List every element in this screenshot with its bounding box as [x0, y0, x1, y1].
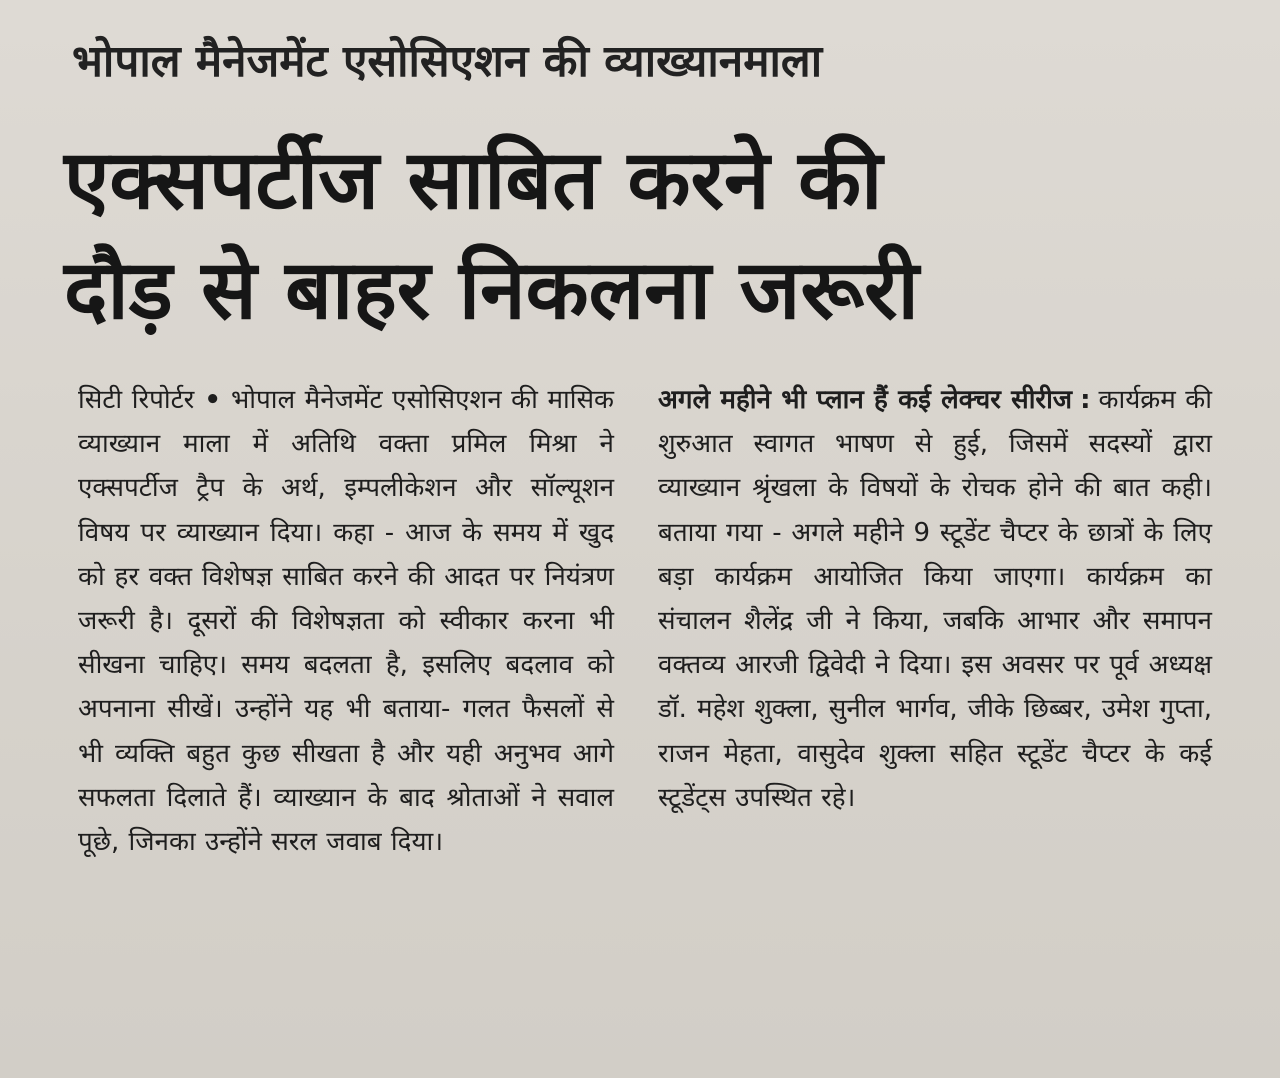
kicker-heading: भोपाल मैनेजमेंट एसोसिएशन की व्याख्यानमाला	[72, 36, 823, 87]
dateline-bullet: •	[204, 385, 221, 415]
headline-line-2: दौड़ से बाहर निकलना जरूरी	[64, 242, 919, 338]
section-subheading: अगले महीने भी प्लान हैं कई लेक्चर सीरीज	[658, 385, 1073, 415]
right-column-body: कार्यक्रम की शुरुआत स्वागत भाषण से हुई, जिसमें सदस्यों द्वारा व्याख्यान श्रृंखला के विषयों के रोचक होने की बात कही। बताया गया - अगले महीने 9 स्टूडेंट चैप्टर के छात्रों के लिए बड़ा कार्यक्रम आयोजित किया जाएगा। कार्यक्रम का संचालन शैलेंद्र जी ने किया, जबकि आभार और समापन वक्तव्य आरजी द्विवेदी ने दिया। इस अवसर पर पूर्व अध्यक्ष डॉ. महेश शुक्ला, सुनील भार्गव, जीके छिब्बर, उमेश गुप्ता, राजन मेहता, वासुदेव शुक्ला सहित स्टूडेंट चैप्टर के कई स्टूडेंट्स उपस्थित रहे।	[658, 385, 1213, 813]
headline-line-1: एक्सपर्टीज साबित करने की	[64, 133, 883, 228]
subheading-separator: :	[1080, 385, 1091, 415]
article-column-left	[78, 378, 614, 864]
article-column-right	[658, 378, 1212, 820]
headline	[64, 126, 1244, 346]
dateline: सिटी रिपोर्टर	[78, 385, 195, 415]
left-column-body: भोपाल मैनेजमेंट एसोसिएशन की मासिक व्याख्यान माला में अतिथि वक्ता प्रमिल मिश्रा ने एक्सपर्टीज ट्रैप के अर्थ, इम्पलीकेशन और सॉल्यूशन विषय पर व्याख्यान दिया। कहा - आज के समय में खुद को हर वक्त विशेषज्ञ साबित करने की आदत पर नियंत्रण जरूरी है। दूसरों की विशेषज्ञता को स्वीकार करना भी सीखना चाहिए। समय बदलता है, इसलिए बदलाव को अपनाना सीखें। उन्होंने यह भी बताया- गलत फैसलों से भी व्यक्ति बहुत कुछ सीखता है और यही अनुभव आगे सफलता दिलाते हैं। व्याख्यान के बाद श्रोताओं ने सवाल पूछे, जिनका उन्होंने सरल जवाब दिया।	[78, 385, 614, 858]
